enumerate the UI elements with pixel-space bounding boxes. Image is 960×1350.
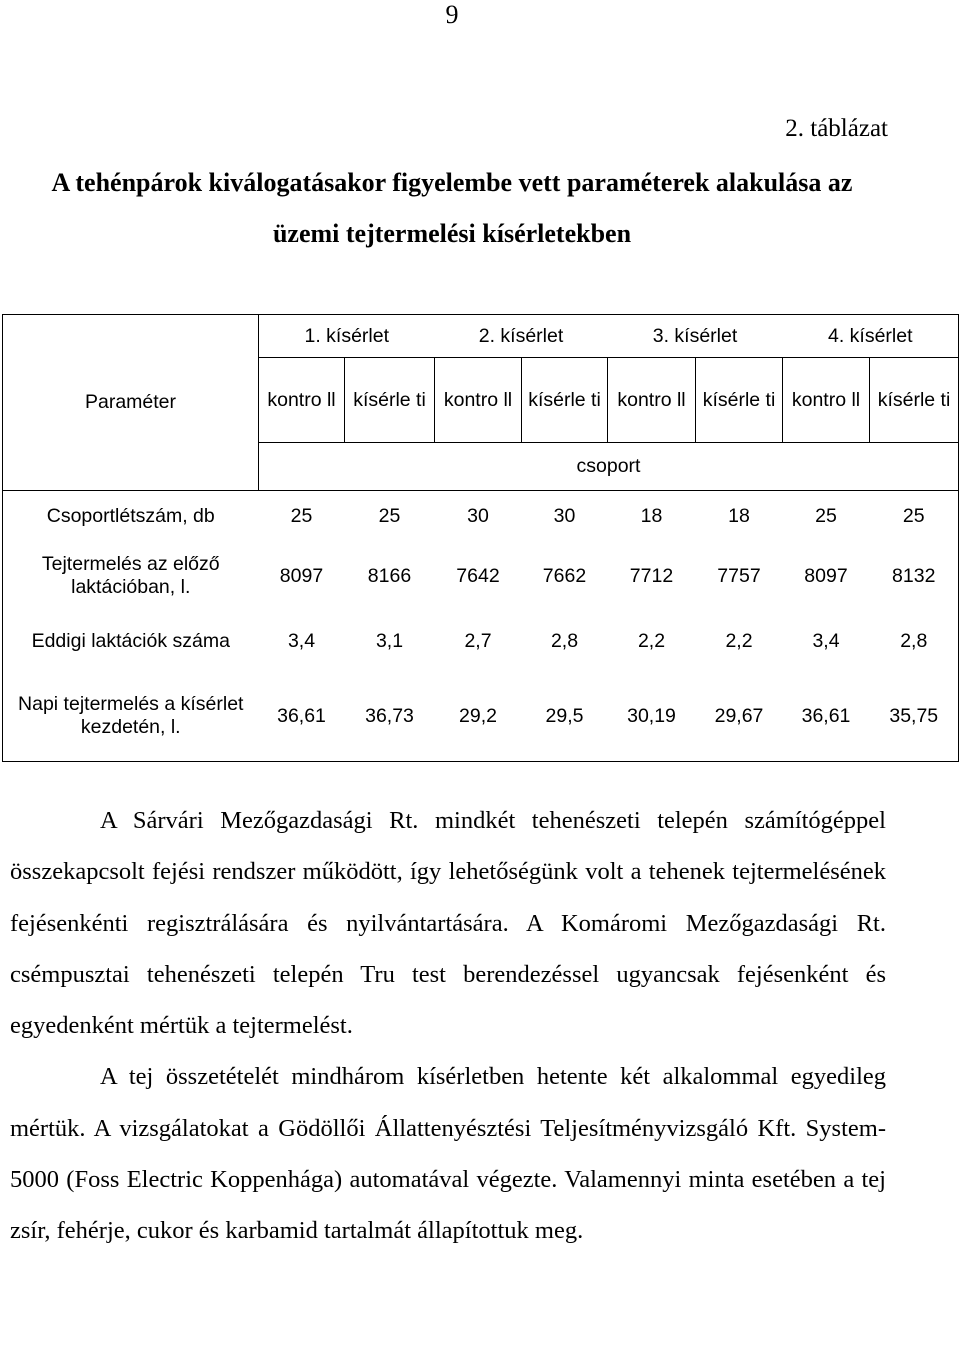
table-cell: 8166 — [367, 564, 412, 587]
experiment-header-row — [3, 315, 959, 358]
param-header: Paraméter — [84, 391, 177, 413]
subheader-cell: kísérle ti — [345, 358, 435, 443]
table-cell: 7642 — [456, 564, 500, 587]
subheader-cell: kontro ll — [783, 358, 870, 443]
table-label: 2. táblázat — [785, 115, 888, 142]
table-cell: 7712 — [629, 564, 674, 587]
table-cell: 2,2 — [725, 629, 753, 652]
experiment-3-header: 3. kísérlet — [652, 324, 738, 347]
subheader-cell: kísérle ti — [522, 358, 608, 443]
table-cell: 36,73 — [365, 704, 414, 727]
paragraph: A Sárvári Mezőgazdasági Rt. mindkét tehenészeti telepén számítógéppel összekapcsolt fejési rendszer működött, így lehetőségünk volt a tehenek tejtermelésének fejésenkénti regisztrálására és nyilvántartására. A Komáromi Mezőgazdasági Rt. csémpusztai tehenészeti telepén Tru test berendezéssel ugyancsak fejésenként és egyedenként mértük a tejtermelést. — [10, 807, 886, 1040]
table-row — [3, 671, 959, 762]
table-cell: 36,61 — [277, 704, 326, 727]
table-cell: 29,5 — [545, 704, 584, 727]
table-cell: 35,75 — [889, 704, 939, 727]
table-cell: 8097 — [804, 564, 848, 587]
subheader-cell: kontro ll — [608, 358, 696, 443]
paragraph: A tej összetételét mindhárom kísérletben hetente két alkalommal egyedileg mértük. A vizsgálatokat a Gödöllői Állattenyésztési Teljesítményvizsgáló Kft. System-5000 (Foss Electric Koppenhága) automatával végezte. Valamennyi minta esetében a tej zsír, fehérje, cukor és karbamid tartalmát állapítottuk meg. — [10, 1063, 886, 1245]
subheader-cell: kontro ll — [259, 358, 345, 443]
table-cell: 36,61 — [801, 704, 851, 727]
table-cell: 8097 — [279, 564, 324, 587]
table-cell: 30,19 — [627, 704, 676, 727]
table-row — [3, 541, 959, 611]
table-cell: 3,4 — [287, 629, 316, 652]
row-label: Napi tejtermelés a kísérlet kezdetén, l. — [18, 693, 244, 738]
table-cell: 2,8 — [550, 629, 579, 652]
table-cell: 25 — [902, 504, 925, 527]
table-cell: 2,2 — [637, 629, 666, 652]
table-cell: 29,2 — [459, 704, 497, 727]
table-row — [3, 611, 959, 671]
table-cell: 30 — [553, 504, 576, 527]
table-cell: 3,4 — [812, 629, 840, 652]
subheader-cell: kísérle ti — [870, 358, 959, 443]
table-cell: 7757 — [717, 564, 761, 587]
subheader-cell: kísérle ti — [696, 358, 783, 443]
row-label: Csoportlétszám, db — [46, 504, 215, 527]
experiment-4-header: 4. kísérlet — [827, 324, 913, 347]
row-label: Eddigi laktációk száma — [31, 629, 230, 652]
table-cell: 2,7 — [464, 629, 492, 652]
experiment-1-header: 1. kísérlet — [259, 315, 435, 358]
body-text — [10, 795, 886, 1257]
experiment-2-header: 2. kísérlet — [478, 324, 564, 347]
group-label: csoport — [259, 443, 959, 491]
table-cell: 18 — [640, 504, 663, 527]
table-cell: 8132 — [892, 564, 936, 587]
table-cell: 7662 — [542, 564, 587, 587]
table-cell: 2,8 — [900, 629, 928, 652]
subheader-cell: kontro ll — [435, 358, 522, 443]
row-label: Tejtermelés az előző laktációban, l. — [41, 553, 220, 598]
table-cell: 29,67 — [714, 704, 764, 727]
page-number: 9 — [445, 0, 459, 29]
table-cell: 30 — [467, 504, 489, 527]
table-row — [3, 491, 959, 542]
table-cell: 25 — [290, 504, 313, 527]
table-cell: 18 — [728, 504, 750, 527]
table-cell: 3,1 — [375, 629, 404, 652]
table-cell: 25 — [815, 504, 837, 527]
table-cell: 25 — [378, 504, 401, 527]
table-title: A tehénpárok kiválogatásakor figyelembe vett paraméterek alakulása az üzemi tejtermelési kísérletekben — [51, 168, 853, 248]
parameter-table — [2, 314, 959, 762]
